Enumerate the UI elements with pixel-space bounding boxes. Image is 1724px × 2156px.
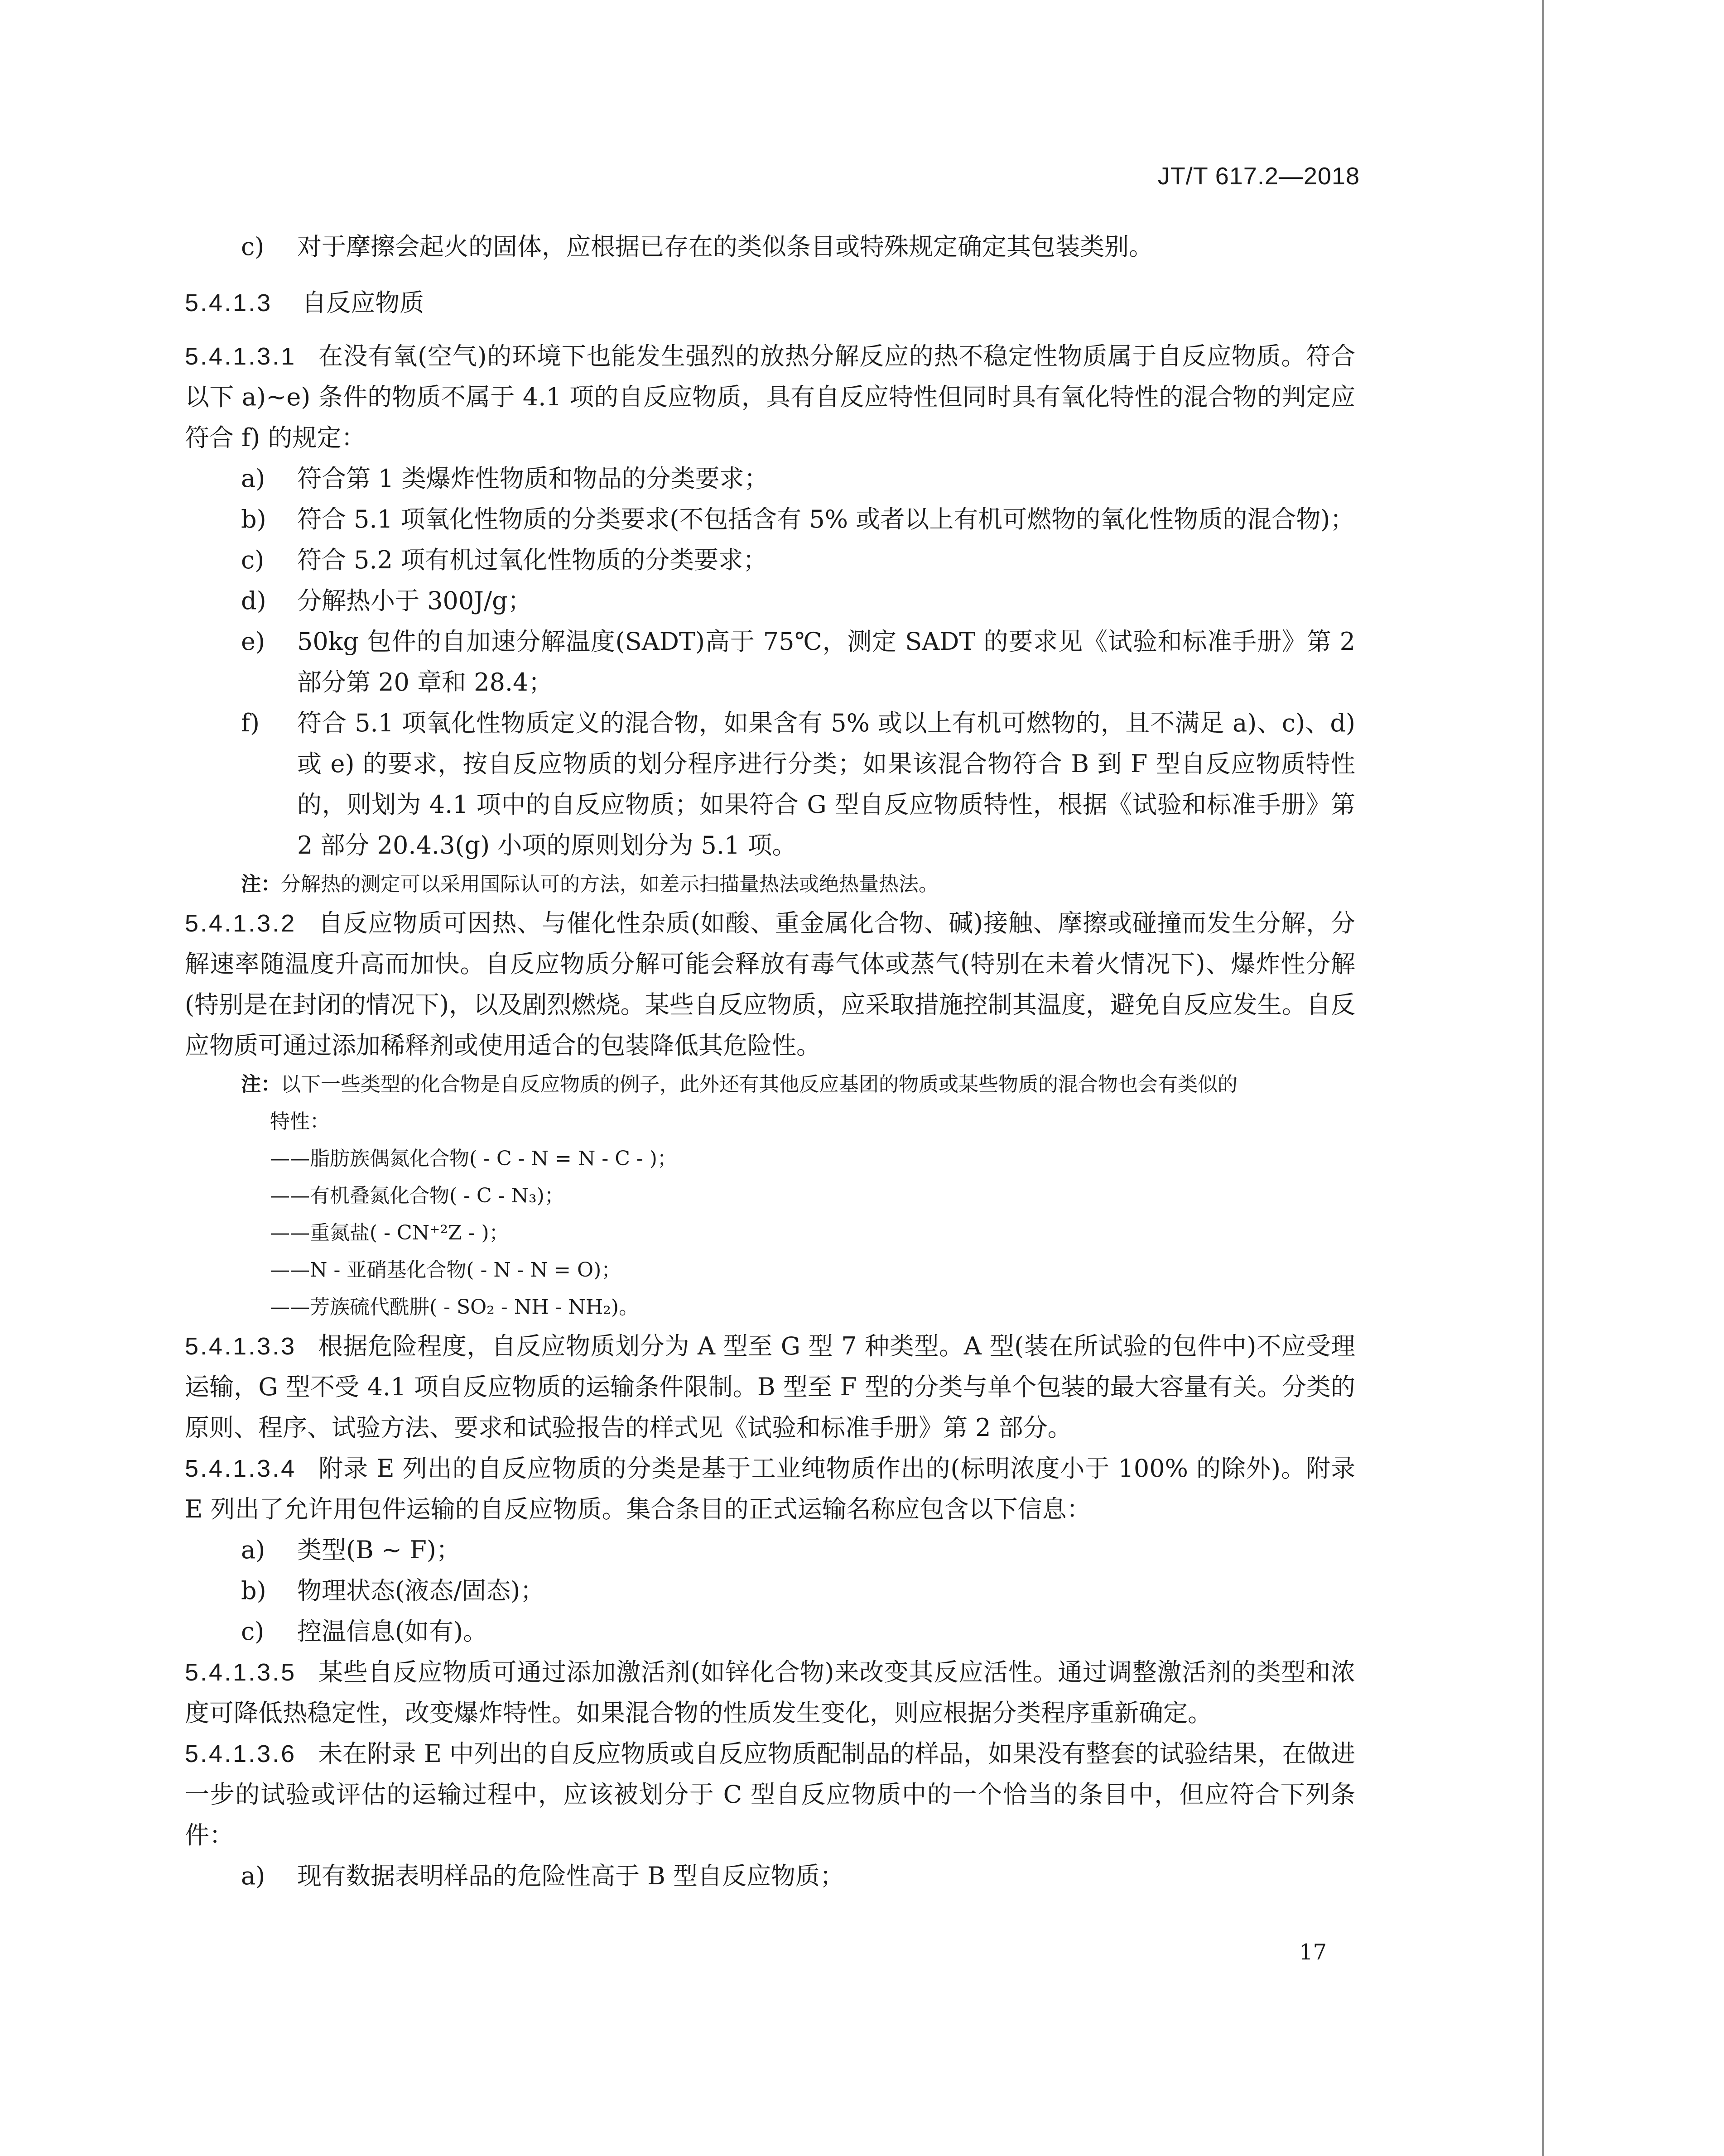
clause-5-4-1-3-3 (185, 1326, 1355, 1448)
clause-text: 在没有氧(空气)的环境下也能发生强烈的放热分解反应的热不稳定性物质属于自反应物质。符合以下 a)~e) 条件的物质不属于 4.1 项的自反应物质，具有自反应特性但同时具有氧化特性的混合物的判定应符合 f) 的规定： (185, 342, 1355, 452)
list-item-text: 50kg 包件的自加速分解温度(SADT)高于 75℃，测定 SADT 的要求见《试验和标准手册》第 2 部分第 20 章和 28.4； (297, 627, 1355, 696)
clause-5-4-1-3-1 (185, 336, 1355, 458)
section-number: 5.4.1.3 (185, 289, 273, 317)
dash-list-item: ——重氮盐( - CN⁺²Z - )； (270, 1221, 509, 1244)
list-item-text: 符合 5.1 项氧化性物质的分类要求(不包括含有 5% 或者以上有机可燃物的氧化性物质的混合物)； (297, 505, 1355, 533)
list-item (185, 540, 1355, 581)
note-continuation: 特性： (270, 1110, 330, 1133)
note-text: 以下一些类型的化合物是自反应物质的例子，此外还有其他反应基团的物质或某些物质的混合物也会有类似的 (281, 1073, 1238, 1096)
list-item (185, 703, 1355, 866)
list-item-text: 符合第 1 类爆炸性物质和物品的分类要求； (297, 464, 769, 493)
clause-number: 5.4.1.3.2 (185, 910, 297, 937)
clause-text: 自反应物质可因热、与催化性杂质(如酸、重金属化合物、碱)接触、摩擦或碰撞而发生分解，分解速率随温度升高而加快。自反应物质分解可能会释放有毒气体或蒸气(特别在未着火情况下)、爆炸性分解(特别是在封闭的情况下)，以及剧烈燃烧。某些自反应物质，应采取措施控制其温度，避免自反应发生。自反应物质可通过添加稀释剂或使用适合的包装降低其危险性。 (185, 909, 1355, 1060)
list-item-label: a) (241, 464, 265, 493)
list-item (185, 1530, 1355, 1570)
note-label: 注： (241, 873, 281, 896)
note (185, 1066, 1355, 1103)
list-item-label: c) (241, 232, 265, 261)
clause-number: 5.4.1.3.5 (185, 1659, 297, 1686)
section-title: 自反应物质 (302, 288, 424, 317)
list-item-label: f) (241, 709, 260, 737)
list-item-text: 物理状态(液态/固态)； (297, 1576, 545, 1605)
list-item (185, 226, 1355, 267)
list-item-label: d) (241, 586, 266, 615)
clause-number: 5.4.1.3.1 (185, 343, 297, 370)
list-item-text: 类型(B ~ F)； (297, 1536, 461, 1564)
clause-number: 5.4.1.3.4 (185, 1455, 297, 1482)
list-item-label: c) (241, 546, 265, 574)
list-item (185, 1611, 1355, 1652)
clause-5-4-1-3-5 (185, 1652, 1355, 1733)
list-item (185, 499, 1355, 540)
list-item (185, 458, 1355, 499)
list-item-label: c) (241, 1617, 265, 1646)
clause-text: 未在附录 E 中列出的自反应物质或自反应物质配制品的样品，如果没有整套的试验结果，在做进一步的试验或评估的运输过程中，应该被划分于 C 型自反应物质中的一个恰当的条目中，但应符合下列条件： (185, 1739, 1355, 1849)
dash-list-item: ——脂肪族偶氮化合物( - C - N = N - C - )； (270, 1147, 677, 1170)
document-code: JT/T 617.2—2018 (1157, 163, 1360, 190)
note-label: 注： (241, 1073, 281, 1096)
page-content (185, 226, 1355, 1897)
page-number: 17 (1299, 1940, 1327, 1965)
list-item-label: a) (241, 1862, 265, 1890)
clause-text: 根据危险程度，自反应物质划分为 A 型至 G 型 7 种类型。A 型(装在所试验的包件中)不应受理运输，G 型不受 4.1 项自反应物质的运输条件限制。B 型至 F 型的分类与单个包装的最大容量有关。分类的原则、程序、试验方法、要求和试验报告的样式见《试验和标准手册》第 2 部分。 (185, 1332, 1355, 1442)
list-item (185, 1856, 1355, 1897)
clause-text: 附录 E 列出的自反应物质的分类是基于工业纯物质作出的(标明浓度小于 100% 的除外)。附录 E 列出了允许用包件运输的自反应物质。集合条目的正式运输名称应包含以下信息： (185, 1454, 1355, 1523)
list-item-text: 符合 5.2 项有机过氧化性物质的分类要求； (297, 546, 768, 574)
list-item-text: 符合 5.1 项氧化性物质定义的混合物，如果含有 5% 或以上有机可燃物的，且不满足 a)、c)、d) 或 e) 的要求，按自反应物质的划分程序进行分类；如果该混合物符合 B 到 F 型自反应物质特性的，则划为 4.1 项中的自反应物质；如果符合 G 型自反应物质特性，根据《试验和标准手册》第 2 部分 20.4.3(g) 小项的原则划分为 5.1 项。 (297, 709, 1355, 860)
dash-list-item: ——有机叠氮化合物( - C - N₃)； (270, 1184, 564, 1207)
clause-number: 5.4.1.3.3 (185, 1333, 297, 1360)
list-item-text: 对于摩擦会起火的固体，应根据已存在的类似条目或特殊规定确定其包装类别。 (297, 232, 1153, 261)
list-item-text: 控温信息(如有)。 (297, 1617, 488, 1646)
list-item-label: b) (241, 505, 266, 533)
clause-5-4-1-3-6 (185, 1733, 1355, 1856)
clause-5-4-1-3-2 (185, 903, 1355, 1066)
clause-5-4-1-3-4 (185, 1448, 1355, 1530)
page-edge-line (1542, 0, 1544, 2156)
clause-number: 5.4.1.3.6 (185, 1740, 297, 1767)
list-item-text: 现有数据表明样品的危险性高于 B 型自反应物质； (297, 1862, 845, 1890)
list-item-label: b) (241, 1576, 266, 1605)
dash-list-item: ——芳族硫代酰肼( - SO₂ - NH - NH₂)。 (270, 1296, 639, 1319)
note (185, 866, 1355, 903)
section-heading-5-4-1-3 (185, 283, 1355, 323)
list-item (185, 1570, 1355, 1611)
list-item (185, 621, 1355, 703)
clause-text: 某些自反应物质可通过添加激活剂(如锌化合物)来改变其反应活性。通过调整激活剂的类型和浓度可降低热稳定性，改变爆炸特性。如果混合物的性质发生变化，则应根据分类程序重新确定。 (185, 1658, 1355, 1727)
note-text: 分解热的测定可以采用国际认可的方法，如差示扫描量热法或绝热量热法。 (281, 873, 939, 896)
list-item-label: a) (241, 1536, 265, 1564)
list-item (185, 581, 1355, 621)
list-item-label: e) (241, 627, 265, 656)
list-item-text: 分解热小于 300J/g； (297, 586, 532, 615)
dash-list-item: ——N - 亚硝基化合物( - N - N = O)； (270, 1258, 621, 1282)
